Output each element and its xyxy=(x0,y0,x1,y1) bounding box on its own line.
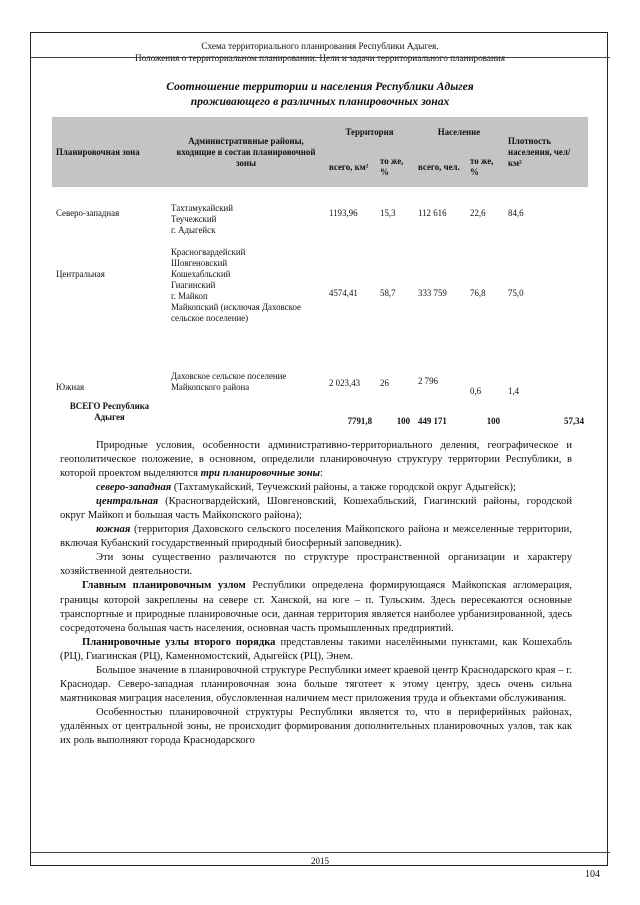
table-row xyxy=(52,239,588,347)
col-total-area: всего, км² xyxy=(325,147,376,187)
total-area: 7791,8 xyxy=(347,416,372,426)
table-title-line-1: Соотношение территории и населения Республики Адыгея xyxy=(166,80,474,93)
bold-term: Планировочные узлы второго порядка xyxy=(82,636,276,648)
paragraph: Эти зоны существенно различаются по структуре пространственной организации и характеру хозяйственной деятельности. xyxy=(60,552,572,578)
total-districts xyxy=(167,397,325,427)
col-pop-pct: то же, % xyxy=(466,147,504,187)
col-density: Плотность населения, чел/км² xyxy=(504,117,588,187)
row-zone: Центральная xyxy=(56,269,105,279)
row-zone: Южная xyxy=(56,382,85,392)
bold-term: Главным планировочным узлом xyxy=(82,580,246,592)
paragraph: Главным планировочным узлом Республики определена формирующаяся Майкопская агломерация, границы которой закреплены на севере ст. Ханской, на юге – п. Тульским. Здесь пересекаются основные транспортные и природные планировочные оси, данная территория является наиболее урбанизированной, здесь сосредоточена большая часть населения, основная часть промышленных предприятий. xyxy=(60,580,572,634)
row-districts: Даховское сельское поселение Майкопского района xyxy=(171,371,287,392)
col-districts: Административные районы, входящие в состав планировочной зоны xyxy=(167,117,325,187)
row-pop: 2 796 xyxy=(418,376,438,386)
total-density: 57,34 xyxy=(564,416,584,426)
row-area: 1193,96 xyxy=(329,207,358,218)
paragraph: Природные условия, особенности административно-территориального деления, географическое и геополитическое положение, в основном, определили планировочную структуру территории Республики, в которой проектом выделяются три планировочные зоны: xyxy=(60,440,572,480)
row-density: 84,6 xyxy=(508,207,524,218)
col-population: Население xyxy=(414,117,504,147)
col-territory: Территория xyxy=(325,117,414,147)
paragraph: Планировочные узлы второго порядка представлены такими населёнными пунктами, как Кошехабль (РЦ), Гиагинская (РЦ), Каменномостский, Адыгейск (РЦ), Энем. xyxy=(60,636,572,662)
paragraph: Особенностью планировочной структуры Республики является то, что в периферийных районах, удалённых от центральной зоны, не происходит формирования дополнительных планировочных узлов, так как их роль выполняют города Краснодарского xyxy=(60,706,572,746)
table-total-row xyxy=(52,397,588,427)
total-pop-pct: 100 xyxy=(486,416,500,426)
row-area: 4574,41 xyxy=(329,287,358,298)
col-area-pct: то же, % xyxy=(376,147,414,187)
row-pop-pct: 22,6 xyxy=(470,207,486,218)
row-area-pct: 58,7 xyxy=(380,287,396,298)
table-row xyxy=(52,347,588,397)
row-pop-pct: 0,6 xyxy=(470,386,482,396)
header-line-1: Схема территориального планирования Республики Адыгея. xyxy=(201,41,439,51)
total-pop: 449 171 xyxy=(418,416,447,426)
paragraph: южная (территория Даховского сельского поселения Майкопского района и межселенные территории, включая Кубанский государственный природный биосферный заповедник). xyxy=(60,524,572,550)
row-area-pct: 26 xyxy=(380,378,389,388)
row-area: 2 023,43 xyxy=(329,378,361,388)
paragraph: северо-западная (Тахтамукайский, Теучежский районы, а также городской округ Адыгейск); xyxy=(96,482,516,494)
emphasis: три планировочные зоны xyxy=(200,468,320,480)
footer-year: 2015 xyxy=(311,856,329,866)
row-area-pct: 15,3 xyxy=(380,207,396,218)
emphasis: центральная xyxy=(96,496,159,508)
body-text xyxy=(60,439,572,748)
table-title xyxy=(0,79,640,109)
total-label: ВСЕГО Республика Адыгея xyxy=(69,401,150,422)
table-title-line-2: проживающего в различных планировочных зонах xyxy=(190,95,450,108)
page-number: 104 xyxy=(585,869,600,880)
col-zone: Планировочная зона xyxy=(52,117,167,187)
table-row xyxy=(52,187,588,239)
footer-rule xyxy=(30,852,610,853)
paragraph: центральная (Красногвардейский, Шовгеновский, Кошехабльский, Гиагинский районы, городской округ Майкоп и большая часть Майкопского района); xyxy=(60,496,572,522)
row-pop: 333 759 xyxy=(418,287,447,298)
row-pop-pct: 76,8 xyxy=(470,287,486,298)
header-rule xyxy=(30,57,610,58)
header-line-2: Положения о территориальном планировании. Цели и задачи территориального планирования xyxy=(134,53,506,63)
zones-table xyxy=(52,117,588,427)
row-density: 75,0 xyxy=(508,287,524,298)
row-districts: Тахтамукайский Теучежский г. Адыгейск xyxy=(171,202,233,235)
running-header xyxy=(0,40,640,64)
row-districts: Красногвардейский Шовгеновский Кошехабльский Гиагинский г. Майкоп Майкопский (исключая Даховское сельское поселение) xyxy=(171,247,301,323)
col-total-pop: всего, чел. xyxy=(414,147,466,187)
row-zone: Северо-западная xyxy=(56,207,120,218)
total-area-pct: 100 xyxy=(396,416,410,426)
emphasis: южная xyxy=(96,524,131,536)
paragraph: Большое значение в планировочной структуре Республики имеет краевой центр Краснодарского края – г. Краснодар. Северо-западная планировочная зона больше тяготеет к этому центру, здесь очень сильна маятниковая миграция населения, обусловленная наличием мест приложения труда и объектами обслуживания. xyxy=(60,664,572,704)
row-density: 1,4 xyxy=(508,386,520,396)
emphasis: северо-западная xyxy=(96,482,172,494)
row-pop: 112 616 xyxy=(418,207,447,218)
